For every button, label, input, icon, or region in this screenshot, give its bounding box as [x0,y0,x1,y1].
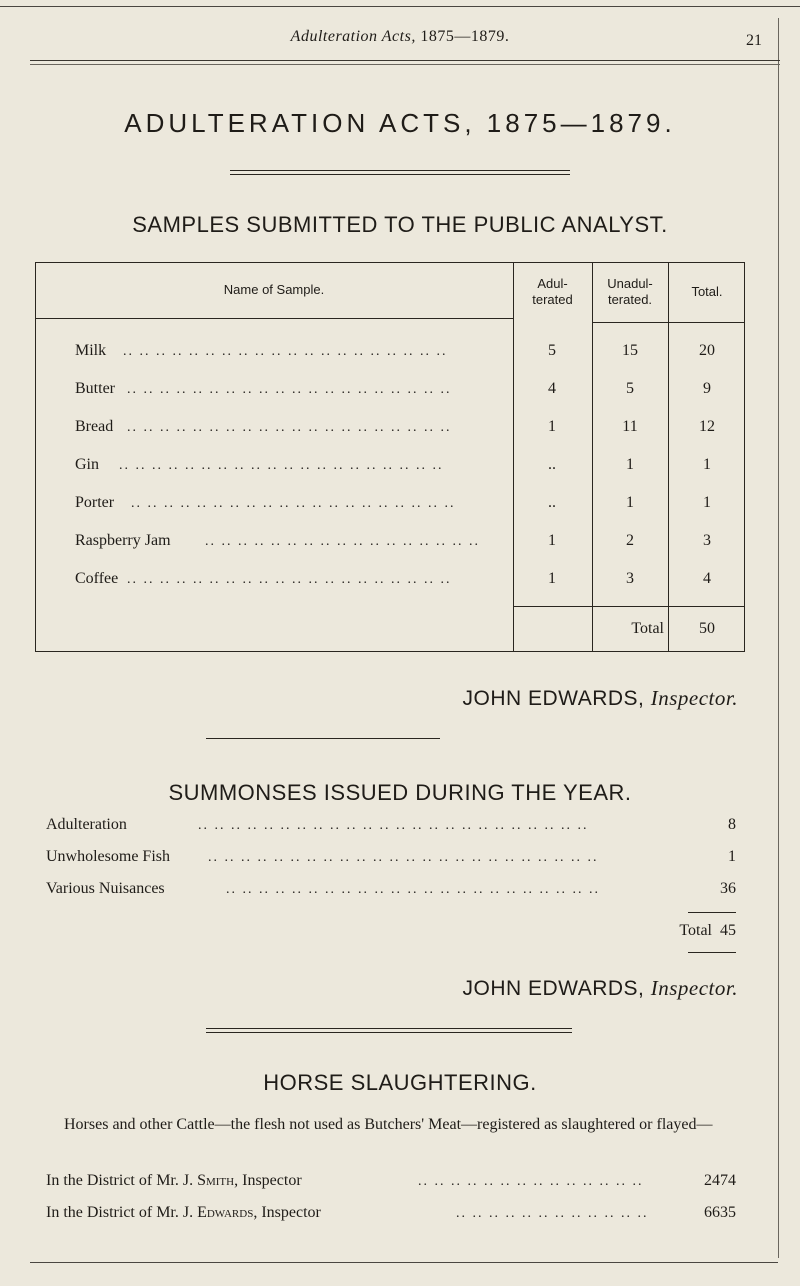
table-row [35,456,745,492]
sample-name: Bread [75,418,114,435]
horse-label-suffix: Inspector [261,1204,321,1221]
adulterated-count: 4 [548,380,556,397]
summons-value: 8 [728,816,736,833]
leader-dots: .. .. .. .. .. .. .. .. .. .. .. .. .. .. .. .. .. .. .. .. .. .. .. .. [198,818,589,833]
table-total-label: Total [631,620,664,637]
name-header-rule [35,318,513,319]
samples-signature [463,686,739,711]
unadulterated-count: 2 [626,532,634,549]
running-years: 1875—1879. [420,28,510,45]
table-row [35,494,745,530]
summons-label: Adulteration [46,816,127,833]
summons-label: Unwholesome Fish [46,848,170,865]
unadulterated-count: 1 [626,494,634,511]
col-header-adulterated-line2: terated [532,292,573,307]
header-rule [30,60,780,61]
total-count: 12 [699,418,715,435]
sample-name: Raspberry Jam [75,532,171,549]
leader-dots: .. .. .. .. .. .. .. .. .. .. .. .. .. .. .. .. .. .. .. .. [123,344,448,359]
total-count: 4 [703,570,711,587]
table-row [35,342,745,378]
horse-inspector: Smith, [197,1172,239,1189]
signature-title: Inspector. [650,976,738,1000]
leader-dots: .. .. .. .. .. .. .. .. .. .. .. .. .. .. .. .. .. .. .. .. .. .. .. .. [208,850,599,865]
col-header-total: Total. [691,284,723,299]
horse-label-suffix: Inspector [242,1172,302,1189]
summons-total-rule [688,952,736,953]
title-rule-top [230,170,570,171]
leader-dots: .. .. .. .. .. .. .. .. .. .. .. .. .. .. .. .. .. .. .. .. [127,382,452,397]
samples-table [35,262,745,652]
horse-label-prefix: In the District of Mr. J. [46,1172,194,1189]
summonses-title: SUMMONSES ISSUED DURING THE YEAR. [168,780,632,805]
signature-title: Inspector. [650,686,738,710]
leader-dots: .. .. .. .. .. .. .. .. .. .. .. .. [456,1206,649,1221]
unadulterated-count: 3 [626,570,634,587]
bottom-rule [30,1262,778,1263]
adulterated-count: 1 [548,570,556,587]
top-rule [0,6,800,7]
unadulterated-count: 5 [626,380,634,397]
summons-value: 1 [728,848,736,865]
col-header-name: Name of Sample. [223,282,325,297]
summons-total-row [46,922,736,948]
horse-row [46,1172,736,1198]
horse-label-prefix: In the District of Mr. J. [46,1204,194,1221]
page-number: 21 [746,32,762,49]
summonses-signature [463,976,739,1001]
main-title: ADULTERATION ACTS, 1875—1879. [124,108,676,138]
title-rule-bottom [230,174,570,175]
col-header-adulterated [513,276,592,308]
summons-row [46,880,736,906]
leader-dots: .. .. .. .. .. .. .. .. .. .. .. .. .. .. .. .. .. .. .. .. [119,458,444,473]
adulterated-count: .. [548,456,556,473]
table-row [35,570,745,606]
section-divider [206,738,440,739]
signature-name: JOHN EDWARDS, [462,687,645,710]
horse-value: 2474 [704,1172,736,1189]
total-count: 9 [703,380,711,397]
table-top-rule [35,262,745,263]
section-divider-bottom [206,1032,572,1033]
samples-title: SAMPLES SUBMITTED TO THE PUBLIC ANALYST. [132,212,668,237]
running-title: Adulteration Acts, [290,28,416,45]
table-row [35,380,745,416]
total-count: 3 [703,532,711,549]
horse-label [46,1172,302,1190]
running-head [0,28,800,46]
col-header-unadulterated [592,276,668,308]
leader-dots: .. .. .. .. .. .. .. .. .. .. .. .. .. .. .. .. .. .. .. .. .. .. .. [226,882,600,897]
summons-value: 36 [720,880,736,897]
horse-value: 6635 [704,1204,736,1221]
summons-total-value: 45 [720,922,736,939]
total-count: 20 [699,342,715,359]
summons-label: Various Nuisances [46,880,165,897]
unadulterated-count: 1 [626,456,634,473]
total-rule [513,606,745,607]
leader-dots: .. .. .. .. .. .. .. .. .. .. .. .. .. .. .. .. .. .. .. .. [127,572,452,587]
adulterated-count: 5 [548,342,556,359]
unadulterated-count: 15 [622,342,638,359]
adulterated-count: 1 [548,532,556,549]
section-divider-top [206,1028,572,1029]
total-count: 1 [703,456,711,473]
sample-name: Milk [75,342,107,359]
unadulterated-count: 11 [622,418,638,435]
summons-sum-rule [688,912,736,913]
sample-name: Porter [75,494,115,511]
horse-label [46,1204,321,1222]
adulterated-count: 1 [548,418,556,435]
adulterated-count: .. [548,494,556,511]
sample-name: Gin [75,456,99,473]
horse-intro: Horses and other Cattle—the flesh not used as Butchers' Meat—registered as slaughtered or flayed— [64,1116,713,1133]
col-header-unadulterated-line2: terated. [607,292,653,307]
col-header-adulterated-line1: Adul- [537,276,568,291]
sample-name: Coffee [75,570,119,587]
leader-dots: .. .. .. .. .. .. .. .. .. .. .. .. .. .. .. .. .. .. .. .. [127,420,452,435]
sample-name: Butter [75,380,115,397]
leader-dots: .. .. .. .. .. .. .. .. .. .. .. .. .. .. .. .. .. .. .. .. [131,496,456,511]
summons-row [46,816,736,842]
horse-row [46,1204,736,1230]
leader-dots: .. .. .. .. .. .. .. .. .. .. .. .. .. .. .. .. .. [205,534,480,549]
table-row [35,532,745,568]
horse-inspector: Edwards, [197,1204,258,1221]
signature-name: JOHN EDWARDS, [462,977,645,1000]
summons-total-label: Total [679,922,712,939]
summons-row [46,848,736,874]
summons-total [679,922,736,940]
header-rule-2 [30,64,780,65]
table-bottom-rule [35,651,745,652]
col-header-unadulterated-line1: Unadul- [607,276,653,291]
leader-dots: .. .. .. .. .. .. .. .. .. .. .. .. .. .. [418,1174,644,1189]
table-row [35,418,745,454]
horse-title: HORSE SLAUGHTERING. [263,1070,537,1095]
table-total-value: 50 [699,620,715,637]
total-count: 1 [703,494,711,511]
